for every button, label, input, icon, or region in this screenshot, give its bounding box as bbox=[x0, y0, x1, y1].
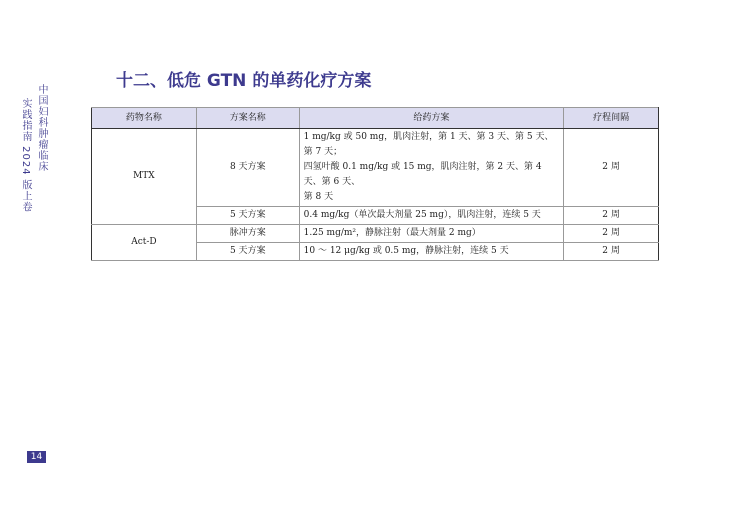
scheme-name-cell: 8 天方案 bbox=[196, 129, 299, 207]
header-drug-name: 药物名称 bbox=[92, 108, 197, 129]
page-number: 14 bbox=[27, 451, 46, 463]
scheme-name-cell: 5 天方案 bbox=[196, 243, 299, 261]
sidebar-title-line2: 实践指南 2024 版上卷 bbox=[20, 98, 31, 213]
header-scheme-name: 方案名称 bbox=[196, 108, 299, 129]
sidebar-title-line1: 中国妇科肿瘤临床 bbox=[36, 84, 47, 172]
drug-name-cell: Act-D bbox=[92, 225, 197, 261]
interval-cell: 2 周 bbox=[564, 207, 659, 225]
table-row bbox=[92, 129, 659, 207]
regimen-cell bbox=[299, 129, 564, 207]
regimen-line: 第 8 天 bbox=[303, 192, 334, 202]
regimen-line: 1.25 mg/m²，静脉注射（最大剂量 2 mg） bbox=[303, 228, 481, 238]
regimen-line: 四氢叶酸 0.1 mg/kg 或 15 mg，肌肉注射，第 2 天、第 4 天、第 6 天、 bbox=[303, 162, 542, 187]
regimen-cell bbox=[299, 207, 564, 225]
interval-cell: 2 周 bbox=[564, 243, 659, 261]
header-interval: 疗程间隔 bbox=[564, 108, 659, 129]
interval-cell: 2 周 bbox=[564, 129, 659, 207]
header-regimen: 给药方案 bbox=[299, 108, 564, 129]
regimen-table bbox=[91, 107, 659, 261]
table-row bbox=[92, 225, 659, 243]
scheme-name-cell: 5 天方案 bbox=[196, 207, 299, 225]
regimen-cell bbox=[299, 243, 564, 261]
scheme-name-cell: 脉冲方案 bbox=[196, 225, 299, 243]
regimen-cell bbox=[299, 225, 564, 243]
interval-cell: 2 周 bbox=[564, 225, 659, 243]
table-header-row bbox=[92, 108, 659, 129]
section-title: 十二、低危 GTN 的单药化疗方案 bbox=[116, 71, 372, 91]
regimen-line: 1 mg/kg 或 50 mg，肌肉注射，第 1 天、第 3 天、第 5 天、第 7 天； bbox=[303, 132, 554, 157]
regimen-line: 0.4 mg/kg（单次最大剂量 25 mg），肌肉注射，连续 5 天 bbox=[303, 210, 541, 220]
regimen-line: 10 ～ 12 μg/kg 或 0.5 mg，静脉注射，连续 5 天 bbox=[303, 246, 509, 256]
drug-name-cell: MTX bbox=[92, 129, 197, 225]
